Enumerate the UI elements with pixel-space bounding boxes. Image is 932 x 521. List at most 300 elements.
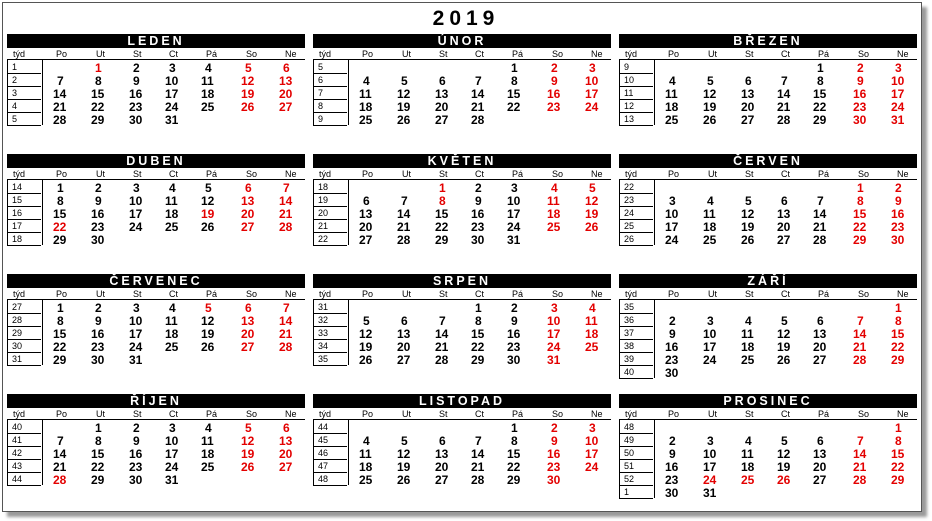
day-cell: 24 <box>585 100 599 114</box>
week-row-line <box>313 352 347 353</box>
day-cell: 19 <box>703 100 717 114</box>
day-header: Pá <box>818 289 830 299</box>
day-cell: 28 <box>471 473 485 487</box>
day-cell: 31 <box>507 233 521 247</box>
week-number: 48 <box>624 422 635 432</box>
week-number: 18 <box>318 182 329 192</box>
day-cell: 11 <box>165 194 178 208</box>
day-cell: 10 <box>129 314 143 328</box>
week-number: 52 <box>624 474 635 484</box>
day-cell: 4 <box>669 74 676 88</box>
week-row-line <box>619 232 653 233</box>
week-row-line <box>619 485 653 486</box>
day-header: Pá <box>818 409 830 419</box>
day-cell: 10 <box>585 74 599 88</box>
day-header: So <box>246 409 258 419</box>
week-number: 28 <box>12 315 23 325</box>
day-cell: 2 <box>511 301 518 315</box>
day-cell: 30 <box>665 366 679 380</box>
week-row-line <box>313 206 347 207</box>
day-header: Po <box>56 169 68 179</box>
day-cell: 29 <box>53 353 67 367</box>
day-cell: 15 <box>91 447 105 461</box>
day-cell: 30 <box>471 233 485 247</box>
day-cell: 28 <box>435 353 449 367</box>
week-number: 1 <box>12 62 18 72</box>
day-cell: 12 <box>201 194 215 208</box>
day-cell: 8 <box>57 194 64 208</box>
week-number: 38 <box>624 341 635 351</box>
day-cell: 16 <box>665 340 679 354</box>
day-cell: 18 <box>201 447 215 461</box>
day-cell: 1 <box>95 421 102 435</box>
week-row-line <box>313 193 347 194</box>
week-number: 48 <box>318 474 329 484</box>
day-cell: 27 <box>813 473 827 487</box>
day-cell: 27 <box>359 233 373 247</box>
week-number: 13 <box>624 114 635 124</box>
month-name: LEDEN <box>7 34 305 48</box>
week-row-line <box>619 339 653 340</box>
day-cell: 6 <box>781 194 788 208</box>
day-cell: 14 <box>53 447 67 461</box>
day-cell: 3 <box>133 301 140 315</box>
week-row-line <box>7 433 41 434</box>
day-cell: 19 <box>359 340 373 354</box>
day-cell: 1 <box>857 181 864 195</box>
week-row-line <box>313 459 347 460</box>
week-number: 33 <box>318 328 329 338</box>
day-header: týd <box>319 49 332 59</box>
day-header: týd <box>319 409 332 419</box>
day-cell: 7 <box>857 434 864 448</box>
day-cell: 30 <box>129 113 143 127</box>
day-header: Po <box>56 289 68 299</box>
day-cell: 3 <box>133 181 140 195</box>
month-name: SRPEN <box>313 274 611 288</box>
week-number: 11 <box>624 88 634 98</box>
day-header: St <box>745 409 754 419</box>
day-cell: 1 <box>817 61 824 75</box>
day-header: Pá <box>512 409 524 419</box>
week-row-line <box>619 86 653 87</box>
day-cell: 12 <box>397 87 411 101</box>
day-header: Po <box>668 49 680 59</box>
day-cell: 22 <box>891 460 905 474</box>
day-cell: 8 <box>817 74 824 88</box>
day-cell: 16 <box>853 87 867 101</box>
day-cell: 8 <box>95 434 102 448</box>
day-cell: 10 <box>665 207 679 221</box>
week-row-line <box>313 485 347 486</box>
month-8 <box>619 274 917 380</box>
header-separator <box>313 179 611 180</box>
day-header: Pá <box>818 169 830 179</box>
day-cell: 22 <box>435 220 449 234</box>
day-cell: 27 <box>435 473 449 487</box>
day-cell: 21 <box>435 340 449 354</box>
day-header: týd <box>319 289 332 299</box>
day-cell: 27 <box>777 233 791 247</box>
day-header: So <box>246 169 258 179</box>
day-header: Pá <box>206 409 218 419</box>
week-number: 29 <box>12 328 23 338</box>
week-number: 40 <box>624 367 635 377</box>
week-number: 42 <box>12 448 23 458</box>
day-header: Pá <box>512 49 524 59</box>
day-cell: 10 <box>507 194 521 208</box>
day-cell: 14 <box>279 314 293 328</box>
day-cell: 5 <box>245 61 252 75</box>
month-2 <box>619 34 917 140</box>
week-number: 43 <box>12 461 23 471</box>
day-cell: 31 <box>165 473 179 487</box>
week-number: 5 <box>12 114 18 124</box>
day-cell: 26 <box>703 113 717 127</box>
day-header: Pá <box>512 289 524 299</box>
day-cell: 4 <box>205 421 212 435</box>
day-cell: 13 <box>777 207 791 221</box>
day-cell: 1 <box>95 61 102 75</box>
day-cell: 2 <box>551 61 558 75</box>
day-cell: 8 <box>439 194 446 208</box>
day-cell: 6 <box>283 421 290 435</box>
week-number: 44 <box>318 422 329 432</box>
week-row-line <box>7 112 41 113</box>
day-cell: 22 <box>813 100 827 114</box>
day-cell: 2 <box>895 181 902 195</box>
day-header: Po <box>362 169 374 179</box>
day-cell: 9 <box>895 194 902 208</box>
day-cell: 15 <box>853 207 867 221</box>
day-cell: 19 <box>241 447 255 461</box>
day-header: týd <box>13 409 26 419</box>
day-header: Ut <box>708 289 717 299</box>
month-name: KVĚTEN <box>313 154 611 168</box>
day-cell: 7 <box>283 301 290 315</box>
week-number: 50 <box>624 448 635 458</box>
day-cell: 16 <box>91 207 105 221</box>
day-cell: 28 <box>397 233 411 247</box>
day-cell: 9 <box>669 327 676 341</box>
day-cell: 24 <box>665 233 679 247</box>
day-cell: 26 <box>201 340 215 354</box>
day-header: Po <box>362 289 374 299</box>
day-cell: 17 <box>507 207 521 221</box>
day-cell: 12 <box>359 327 373 341</box>
day-cell: 17 <box>165 87 179 101</box>
day-cell: 22 <box>471 340 485 354</box>
day-cell: 17 <box>585 87 599 101</box>
day-header: Ne <box>285 289 297 299</box>
day-cell: 17 <box>703 460 717 474</box>
day-cell: 14 <box>853 327 867 341</box>
day-cell: 23 <box>547 460 561 474</box>
week-row-line <box>313 125 347 126</box>
day-cell: 4 <box>707 194 714 208</box>
day-cell: 3 <box>589 421 596 435</box>
day-cell: 11 <box>703 207 716 221</box>
day-cell: 25 <box>585 340 599 354</box>
day-cell: 18 <box>665 100 679 114</box>
day-cell: 25 <box>165 220 179 234</box>
week-row-line <box>7 86 41 87</box>
day-cell: 17 <box>129 327 143 341</box>
day-header: Ut <box>708 49 717 59</box>
day-cell: 7 <box>57 434 64 448</box>
day-cell: 27 <box>241 340 255 354</box>
day-cell: 26 <box>241 100 255 114</box>
day-cell: 26 <box>741 233 755 247</box>
day-cell: 5 <box>781 434 788 448</box>
day-cell: 18 <box>165 207 179 221</box>
day-cell: 25 <box>547 220 561 234</box>
day-cell: 8 <box>511 434 518 448</box>
day-cell: 30 <box>853 113 867 127</box>
day-cell: 29 <box>507 473 521 487</box>
day-cell: 7 <box>475 74 482 88</box>
day-cell: 29 <box>471 353 485 367</box>
day-cell: 18 <box>165 327 179 341</box>
day-cell: 15 <box>53 327 67 341</box>
day-cell: 3 <box>511 181 518 195</box>
day-header: St <box>439 49 448 59</box>
day-cell: 8 <box>95 74 102 88</box>
day-header: Pá <box>206 289 218 299</box>
header-separator <box>619 299 917 300</box>
day-cell: 4 <box>205 61 212 75</box>
day-header: Ut <box>96 289 105 299</box>
day-cell: 5 <box>781 314 788 328</box>
day-cell: 3 <box>669 194 676 208</box>
day-cell: 24 <box>703 353 717 367</box>
day-cell: 20 <box>435 100 449 114</box>
day-cell: 21 <box>53 460 67 474</box>
week-number: 14 <box>12 182 23 192</box>
week-number: 16 <box>12 208 23 218</box>
day-header: Ne <box>591 49 603 59</box>
day-header: So <box>552 409 564 419</box>
day-cell: 16 <box>129 447 143 461</box>
week-row-line <box>313 313 347 314</box>
day-cell: 25 <box>165 340 179 354</box>
day-header: Ne <box>591 409 603 419</box>
day-cell: 30 <box>91 353 105 367</box>
day-cell: 2 <box>95 181 102 195</box>
day-cell: 1 <box>511 61 518 75</box>
week-number: 8 <box>318 101 324 111</box>
day-header: So <box>552 289 564 299</box>
day-cell: 25 <box>201 460 215 474</box>
day-cell: 7 <box>857 314 864 328</box>
day-cell: 14 <box>279 194 293 208</box>
month-10 <box>313 394 611 500</box>
day-cell: 26 <box>777 473 791 487</box>
month-name: BŘEZEN <box>619 34 917 48</box>
day-cell: 17 <box>703 340 717 354</box>
week-row-line <box>313 446 347 447</box>
day-cell: 19 <box>777 460 791 474</box>
day-cell: 9 <box>133 74 140 88</box>
day-cell: 6 <box>745 74 752 88</box>
day-cell: 11 <box>665 87 678 101</box>
day-cell: 11 <box>201 434 214 448</box>
day-cell: 20 <box>397 340 411 354</box>
day-cell: 30 <box>891 233 905 247</box>
day-cell: 1 <box>895 421 902 435</box>
day-header: Ne <box>285 169 297 179</box>
week-row-line <box>619 498 653 499</box>
week-row-line <box>7 326 41 327</box>
day-cell: 11 <box>547 194 560 208</box>
day-cell: 23 <box>665 473 679 487</box>
header-separator <box>619 419 917 420</box>
week-row-line <box>313 73 347 74</box>
day-header: Ne <box>897 289 909 299</box>
day-cell: 17 <box>129 207 143 221</box>
day-cell: 25 <box>201 100 215 114</box>
day-cell: 5 <box>205 301 212 315</box>
day-cell: 19 <box>201 207 215 221</box>
day-cell: 27 <box>279 100 293 114</box>
day-cell: 16 <box>471 207 485 221</box>
day-cell: 29 <box>91 473 105 487</box>
day-cell: 22 <box>853 220 867 234</box>
day-cell: 8 <box>895 434 902 448</box>
day-cell: 12 <box>585 194 599 208</box>
week-row-line <box>619 459 653 460</box>
month-9 <box>7 394 305 500</box>
day-cell: 24 <box>891 100 905 114</box>
week-row-line <box>7 245 41 246</box>
day-cell: 21 <box>279 207 293 221</box>
week-number: 27 <box>12 302 23 312</box>
day-header: Ut <box>402 289 411 299</box>
week-number: 10 <box>624 75 635 85</box>
day-cell: 3 <box>589 61 596 75</box>
day-cell: 15 <box>435 207 449 221</box>
day-cell: 12 <box>741 207 755 221</box>
day-header: Ct <box>781 169 790 179</box>
day-header: Po <box>56 49 68 59</box>
day-cell: 8 <box>57 314 64 328</box>
day-header: So <box>858 289 870 299</box>
day-cell: 2 <box>669 434 676 448</box>
week-row-line <box>7 365 41 366</box>
week-number: 44 <box>12 474 23 484</box>
day-cell: 18 <box>741 340 755 354</box>
day-cell: 26 <box>241 460 255 474</box>
week-row-line <box>619 219 653 220</box>
day-cell: 13 <box>397 327 411 341</box>
day-cell: 7 <box>439 314 446 328</box>
week-number: 1 <box>624 487 630 497</box>
day-cell: 13 <box>741 87 755 101</box>
day-cell: 23 <box>471 220 485 234</box>
day-cell: 28 <box>777 113 791 127</box>
day-cell: 2 <box>95 301 102 315</box>
day-cell: 19 <box>241 87 255 101</box>
day-cell: 22 <box>507 460 521 474</box>
day-cell: 16 <box>547 447 561 461</box>
week-number: 35 <box>318 354 329 364</box>
day-cell: 20 <box>741 100 755 114</box>
week-row-line <box>7 219 41 220</box>
day-cell: 17 <box>585 447 599 461</box>
day-cell: 12 <box>777 447 791 461</box>
day-cell: 1 <box>439 181 446 195</box>
day-header: Po <box>668 289 680 299</box>
week-row-line <box>7 472 41 473</box>
day-cell: 21 <box>853 340 867 354</box>
day-cell: 29 <box>53 233 67 247</box>
day-cell: 13 <box>435 87 449 101</box>
day-cell: 15 <box>507 447 521 461</box>
month-0 <box>7 34 305 140</box>
day-cell: 9 <box>95 314 102 328</box>
day-cell: 14 <box>813 207 827 221</box>
day-header: týd <box>625 409 638 419</box>
day-cell: 20 <box>241 207 255 221</box>
day-cell: 11 <box>741 327 754 341</box>
day-cell: 12 <box>703 87 717 101</box>
day-cell: 7 <box>781 74 788 88</box>
day-header: Ne <box>285 49 297 59</box>
day-header: Ne <box>591 289 603 299</box>
day-header: týd <box>13 289 26 299</box>
day-cell: 10 <box>547 314 561 328</box>
header-separator <box>7 419 305 420</box>
day-cell: 6 <box>401 314 408 328</box>
day-cell: 7 <box>57 74 64 88</box>
day-cell: 30 <box>129 473 143 487</box>
day-header: So <box>858 49 870 59</box>
day-cell: 30 <box>665 486 679 500</box>
week-number: 31 <box>318 302 329 312</box>
week-row-line <box>313 99 347 100</box>
day-cell: 21 <box>853 460 867 474</box>
day-header: So <box>246 289 258 299</box>
day-cell: 20 <box>279 447 293 461</box>
day-cell: 2 <box>857 61 864 75</box>
header-separator <box>619 59 917 60</box>
day-cell: 23 <box>91 220 105 234</box>
week-row-line <box>313 472 347 473</box>
day-cell: 28 <box>53 113 67 127</box>
week-row-line <box>7 73 41 74</box>
header-separator <box>7 179 305 180</box>
week-row-line <box>619 446 653 447</box>
day-cell: 3 <box>169 421 176 435</box>
day-header: St <box>439 289 448 299</box>
day-cell: 28 <box>279 220 293 234</box>
week-number: 51 <box>624 461 635 471</box>
week-number: 6 <box>318 75 324 85</box>
week-number: 9 <box>318 114 324 124</box>
week-number: 2 <box>12 75 18 85</box>
day-cell: 23 <box>91 340 105 354</box>
day-cell: 23 <box>547 100 561 114</box>
day-cell: 15 <box>813 87 827 101</box>
day-cell: 26 <box>585 220 599 234</box>
day-cell: 29 <box>435 233 449 247</box>
week-row-line <box>313 112 347 113</box>
day-header: Ct <box>169 169 178 179</box>
day-cell: 3 <box>707 434 714 448</box>
header-separator <box>313 59 611 60</box>
day-cell: 24 <box>165 100 179 114</box>
day-cell: 8 <box>475 314 482 328</box>
